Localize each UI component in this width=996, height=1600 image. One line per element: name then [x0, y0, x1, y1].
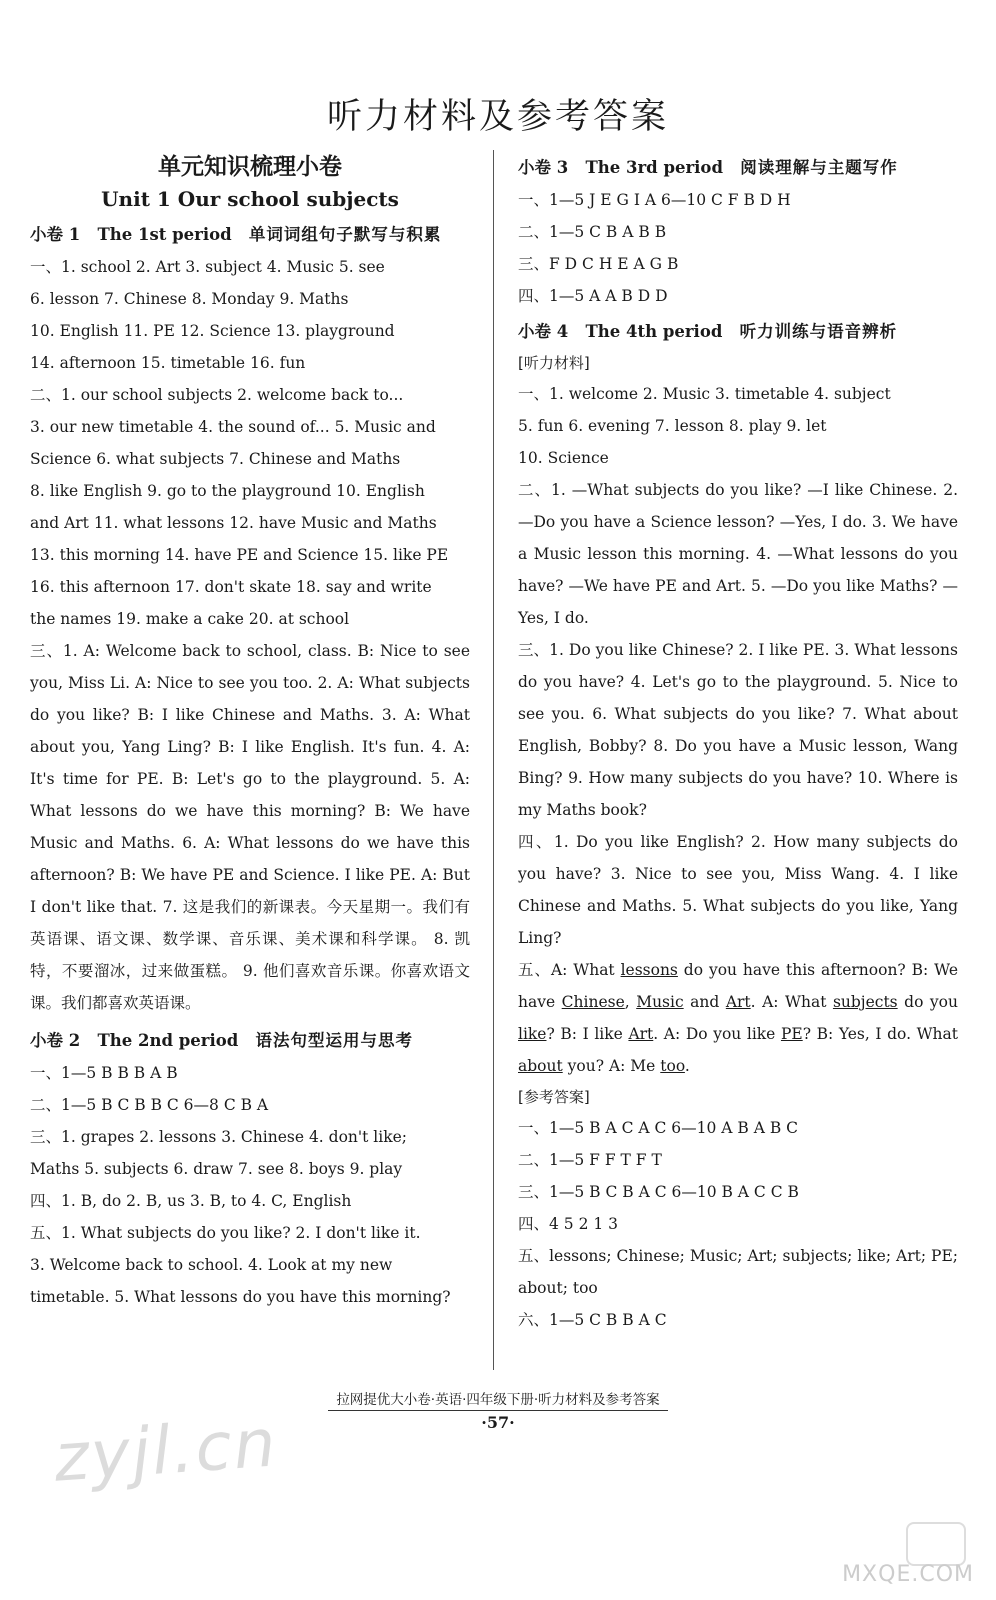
answer-line: 10. Science [518, 449, 609, 467]
dialogue-text: ? B: I like [546, 1025, 629, 1043]
watermark-left: zyjl.cn [51, 1404, 280, 1497]
section-title: 单元知识梳理小卷 [158, 154, 342, 180]
listening-paragraph: 四、1. Do you like English? 2. How many subjects do you have? 3. Nice to see you, Miss Wang. 4. I like Chinese and Maths. 5. What subjects do you like, Yang Ling? [518, 833, 958, 947]
answer-line: 二、1. our school subjects 2. welcome back to... [30, 386, 404, 404]
quiz3-period: The 3rd period [585, 158, 723, 177]
dialogue-paragraph [518, 954, 958, 1082]
listening-paragraph: 三、1. Do you like Chinese? 2. I like PE. 3. What lessons do you have? 4. Let's go to the playground. 5. Nice to see you. 6. What subjects do you like? 7. What about English, Bobby? 8. Do you have a Music lesson, Wang Bing? 9. How many subjects do you have? 10. Where is my Maths book? [518, 641, 958, 819]
answer-line: 三、1. grapes 2. lessons 3. Chinese 4. don't like; [30, 1128, 408, 1146]
dialogue-text: do you have this afternoon? B: We have [518, 961, 959, 1011]
underlined-word: Music [636, 993, 684, 1011]
underlined-word: Art [628, 1025, 654, 1043]
watermark-logo-icon [906, 1522, 966, 1566]
quiz3-heading [518, 154, 958, 178]
quiz4-topic: 听力训练与语音辨析 [739, 322, 898, 341]
answer-line: 二、1—5 F F T F T [518, 1151, 662, 1169]
answer-paragraph: 三、1. A: Welcome back to school, class. B: Nice to see you, Miss Li. A: Nice to see you too. 2. A: What subjects do you like? B: I like Chinese and Maths. 3. A: What about you, Yang Ling? B: I like English. It's fun. 4. A: It's time for PE. B: Let's go to the playground. 5. A: What lessons do we have this morning? B: We have Music and Maths. 6. A: What lessons do we have this afternoon? B: We have PE and Science. I like PE. A: But I don't like that. 7. 这是我们的新课表。今天星期一。我们有英语课、语文课、数学课、音乐课、美术课和科学课。 8. 凯特，不要溜冰，过来做蛋糕。 9. 他们喜欢音乐课。你喜欢语文课。我们都喜欢英语课。 [30, 642, 470, 1012]
answer-line: 16. this afternoon 17. don't skate 18. say and write [30, 578, 432, 596]
underlined-word: PE [780, 1025, 803, 1043]
underlined-word: lessons [620, 961, 678, 979]
answer-line: 10. English 11. PE 12. Science 13. playground [30, 322, 395, 340]
underlined-word: too [660, 1057, 685, 1075]
answer-line: the names 19. make a cake 20. at school [30, 610, 350, 628]
quiz3-number: 小卷 3 [518, 158, 569, 177]
answer-line: 四、1—5 A A B D D [518, 287, 668, 305]
quiz4-number: 小卷 4 [518, 322, 569, 341]
dialogue-text: . A: Do you like [653, 1025, 781, 1043]
underlined-word: Art [725, 993, 751, 1011]
quiz1-heading [30, 221, 470, 245]
dialogue-text: 五、A: What [518, 961, 621, 979]
quiz4-period: The 4th period [585, 322, 723, 341]
answer-line: Science 6. what subjects 7. Chinese and Maths [30, 450, 401, 468]
answer-line: 六、1—5 C B B A C [518, 1311, 667, 1329]
answer-line: 一、1—5 J E G I A 6—10 C F B D H [518, 191, 791, 209]
answer-line: 一、1—5 B B B A B [30, 1064, 178, 1082]
answer-line: 四、1. B, do 2. B, us 3. B, to 4. C, English [30, 1192, 352, 1210]
dialogue-text: and [683, 993, 726, 1011]
column-divider [493, 150, 494, 1370]
quiz2-number: 小卷 2 [30, 1031, 81, 1050]
answer-line: 14. afternoon 15. timetable 16. fun [30, 354, 306, 372]
answer-line: 二、1—5 B C B B C 6—8 C B A [30, 1096, 269, 1114]
answer-line: 一、1. school 2. Art 3. subject 4. Music 5. see [30, 258, 385, 276]
answer-line: 5. fun 6. evening 7. lesson 8. play 9. let [518, 417, 827, 435]
quiz1-topic: 单词词组句子默写与积累 [248, 225, 442, 244]
answer-line: 五、1. What subjects do you like? 2. I don't like it. [30, 1224, 421, 1242]
answer-line: 三、F D C H E A G B [518, 255, 679, 273]
answer-line: 13. this morning 14. have PE and Science 15. like PE [30, 546, 449, 564]
footer-title: 拉网提优大小卷·英语·四年级下册·听力材料及参考答案 [336, 1392, 660, 1408]
dialogue-text: , [624, 993, 637, 1011]
answer-line: 3. Welcome back to school. 4. Look at my new [30, 1256, 393, 1274]
quiz1-number: 小卷 1 [30, 225, 81, 244]
quiz4-heading [518, 318, 958, 342]
dialogue-text: . A: What [750, 993, 833, 1011]
quiz1-period: The 1st period [97, 225, 232, 244]
answer-line: 6. lesson 7. Chinese 8. Monday 9. Maths [30, 290, 349, 308]
dialogue-text: . [684, 1057, 690, 1075]
listening-material-tag: [听力材料] [518, 354, 590, 372]
dialogue-text: ? B: Yes, I do. What [802, 1025, 958, 1043]
underlined-word: subjects [832, 993, 898, 1011]
answer-line: 一、1. welcome 2. Music 3. timetable 4. subject [518, 385, 891, 403]
answer-line: and Art 11. what lessons 12. have Music and Maths [30, 514, 437, 532]
answer-line: timetable. 5. What lessons do you have this morning? [30, 1288, 451, 1306]
answer-line: 一、1—5 B A C A C 6—10 A B A B C [518, 1119, 799, 1137]
dialogue-text: you? A: Me [562, 1057, 661, 1075]
underlined-word: about [518, 1057, 563, 1075]
answer-line: 三、1—5 B C B A C 6—10 B A C C B [518, 1183, 799, 1201]
listening-paragraph: 二、1. —What subjects do you like? —I like Chinese. 2. —Do you have a Science lesson? —Yes, I do. 3. We have a Music lesson this morning. 4. —What lessons do you have? —We have PE and Art. 5. —Do you like Maths? —Yes, I do. [518, 481, 958, 627]
underlined-word: like [518, 1025, 547, 1043]
quiz3-topic: 阅读理解与主题写作 [740, 158, 898, 177]
quiz2-heading [30, 1027, 470, 1051]
right-column [518, 150, 958, 1336]
answer-line: 3. our new timetable 4. the sound of... 5. Music and [30, 418, 436, 436]
quiz2-topic: 语法句型运用与思考 [255, 1031, 414, 1050]
quiz2-period: The 2nd period [97, 1031, 239, 1050]
underlined-word: Chinese [561, 993, 625, 1011]
answer-line: 四、4 5 2 1 3 [518, 1215, 619, 1233]
reference-answer-tag: [参考答案] [518, 1088, 590, 1106]
page-number: ·57· [481, 1413, 515, 1432]
left-column [30, 142, 470, 1313]
answer-paragraph: 五、lessons; Chinese; Music; Art; subjects; like; Art; PE; about; too [518, 1247, 958, 1297]
unit-title: Unit 1 Our school subjects [101, 187, 399, 211]
answer-line: 二、1—5 C B A B B [518, 223, 667, 241]
watermark-right: MXQE.COM [842, 1562, 974, 1587]
footer-rule [328, 1410, 668, 1411]
page-title: 听力材料及参考答案 [326, 97, 669, 138]
dialogue-text: do you [897, 993, 958, 1011]
answer-line: 8. like English 9. go to the playground 10. English [30, 482, 425, 500]
answer-line: Maths 5. subjects 6. draw 7. see 8. boys 9. play [30, 1160, 403, 1178]
